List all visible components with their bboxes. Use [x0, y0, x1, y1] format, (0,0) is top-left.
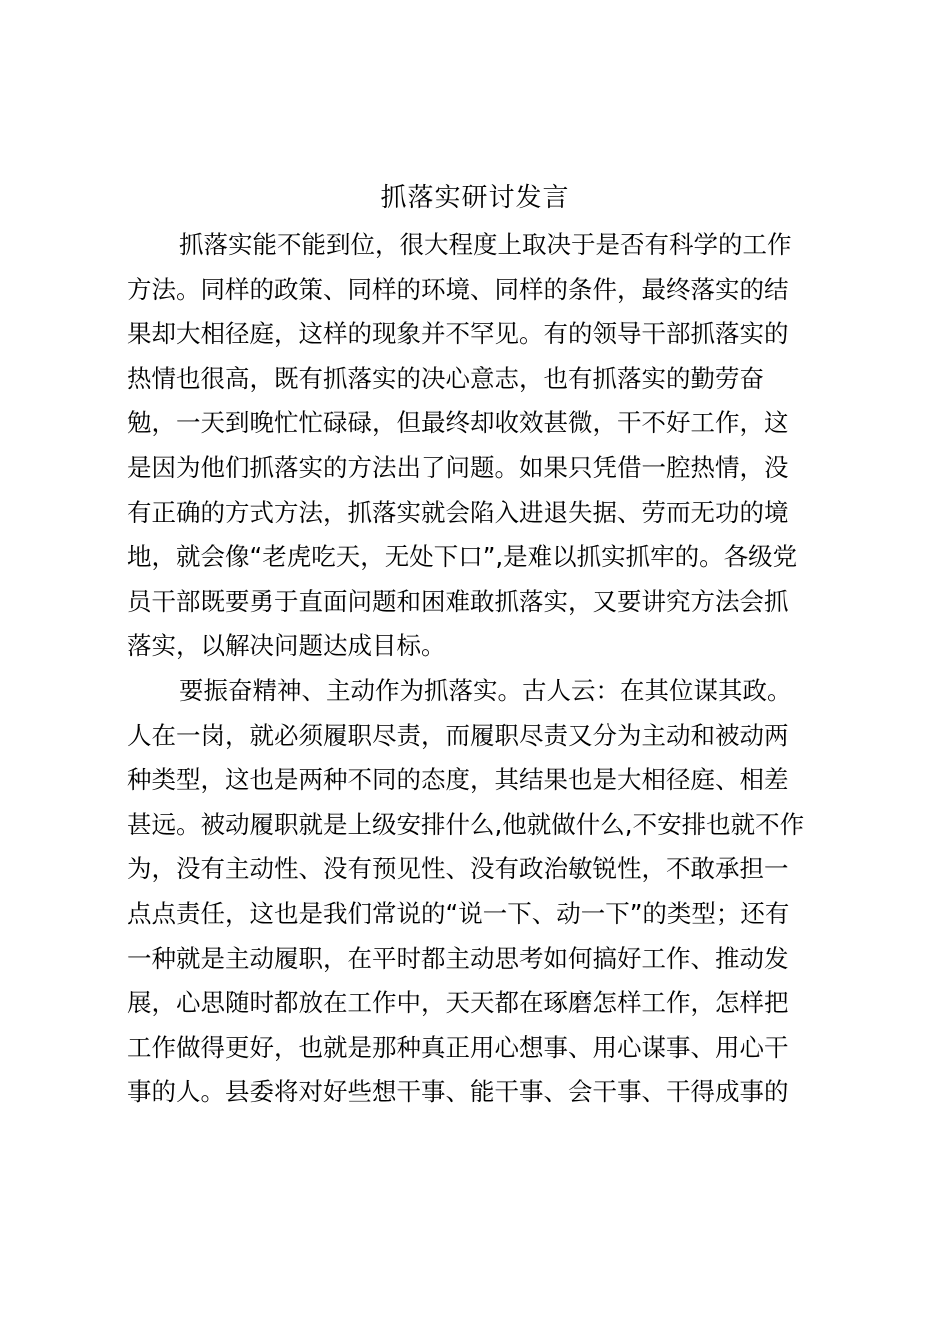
paragraph-2-line-9: 工作做得更好，也就是那种真正用心想事、用心谋事、用心干 — [127, 1032, 789, 1062]
paragraph-2-line-2: 人在一岗，就必须履职尽责，而履职尽责又分为主动和被动两 — [127, 720, 789, 750]
paragraph-2-line-6: 点点责任，这也是我们常说的“说一下、动一下”的类型；还有 — [127, 898, 790, 928]
paragraph-1-line-10: 落实，以解决问题达成目标。 — [127, 631, 446, 661]
paragraph-2-line-8: 展，心思随时都放在工作中，天天都在琢磨怎样工作，怎样把 — [127, 988, 789, 1018]
paragraph-1-line-3: 果却大相径庭，这样的现象并不罕见。有的领导干部抓落实的 — [127, 319, 789, 349]
paragraph-1-line-4: 热情也很高，既有抓落实的决心意志，也有抓落实的勤劳奋 — [127, 363, 764, 393]
paragraph-2-line-1: 要振奋精神、主动作为抓落实。古人云：在其位谋其政。 — [179, 675, 792, 705]
paragraph-2-line-3: 种类型，这也是两种不同的态度，其结果也是大相径庭、相差 — [127, 765, 789, 795]
paragraph-1-line-7: 有正确的方式方法，抓落实就会陷入进退失据、劳而无功的境 — [127, 497, 789, 527]
document-title: 抓落实研讨发言 — [380, 183, 570, 213]
paragraph-2-line-10: 事的人。县委将对好些想干事、能干事、会干事、干得成事的 — [127, 1077, 789, 1107]
document-body — [127, 223, 827, 1115]
paragraph-2-line-4: 甚远。被动履职就是上级安排什么,他就做什么,不安排也就不作 — [127, 809, 805, 839]
paragraph-1-line-2: 方法。同样的政策、同样的环境、同样的条件，最终落实的结 — [127, 274, 789, 304]
paragraph-1-line-5: 勉，一天到晚忙忙碌碌，但最终却收效甚微，干不好工作，这 — [127, 408, 789, 438]
paragraph-2-line-5: 为，没有主动性、没有预见性、没有政治敏锐性，不敢承担一 — [127, 854, 789, 884]
paragraph-1-line-9: 员干部既要勇于直面问题和困难敢抓落实，又要讲究方法会抓 — [127, 586, 789, 616]
paragraph-1-line-1: 抓落实能不能到位，很大程度上取决于是否有科学的工作 — [179, 230, 792, 259]
paragraph-1-line-8: 地，就会像“老虎吃天，无处下口”,是难以抓实抓牢的。各级党 — [127, 542, 798, 572]
paragraph-1-line-6: 是因为他们抓落实的方法出了问题。如果只凭借一腔热情，没 — [127, 452, 789, 482]
paragraph-2-line-7: 一种就是主动履职，在平时都主动思考如何搞好工作、推动发 — [127, 943, 789, 973]
